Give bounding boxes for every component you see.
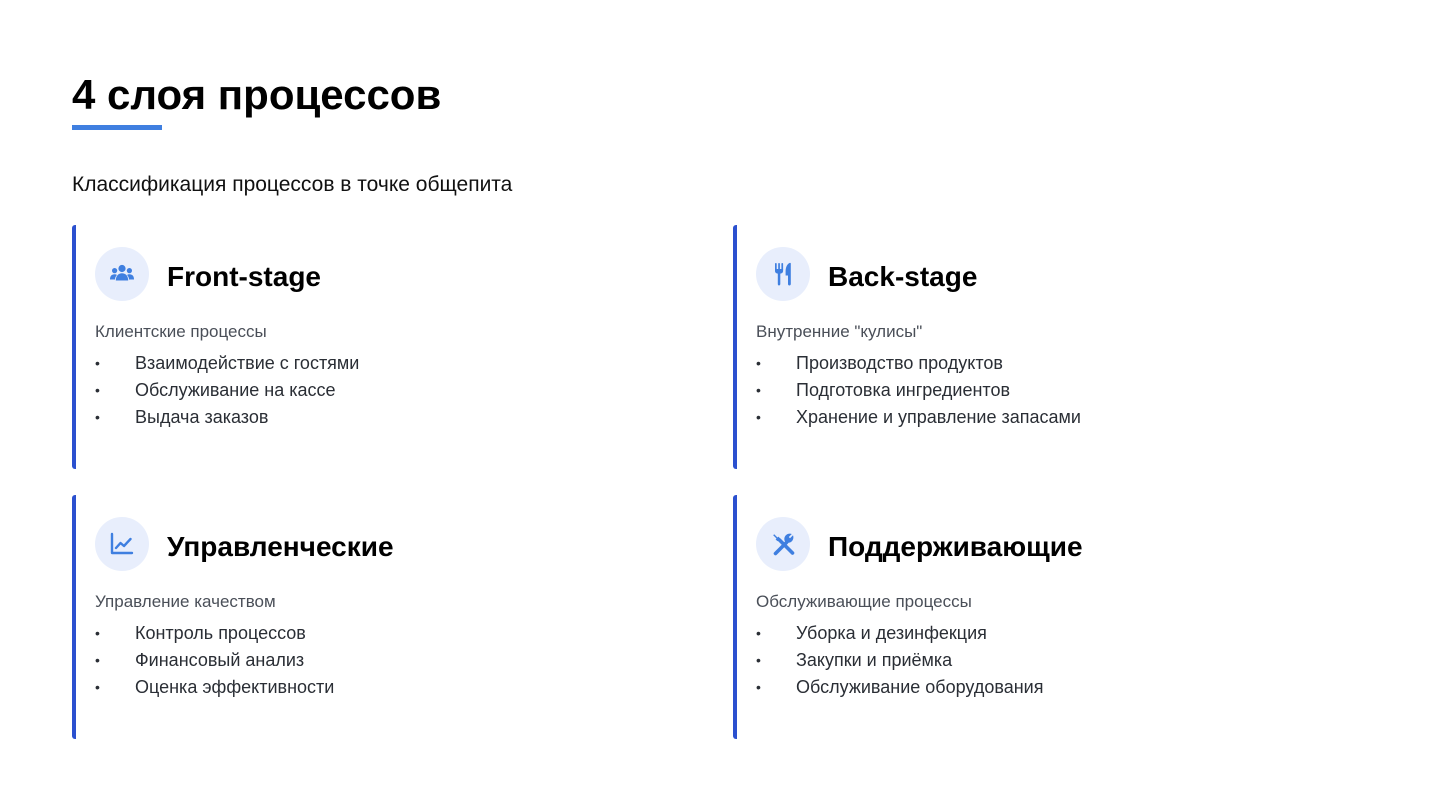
bullet: • [756, 679, 761, 695]
card-support [733, 495, 1333, 739]
list-item-text: Обслуживание оборудования [796, 677, 1044, 697]
list-item-text: Хранение и управление запасами [796, 407, 1081, 427]
card-subtitle: Обслуживающие процессы [756, 592, 972, 611]
bullet: • [756, 625, 761, 641]
list-item-text: Финансовый анализ [135, 650, 305, 670]
bullet: • [95, 652, 100, 668]
bullet: • [756, 382, 761, 398]
card-front-stage [72, 225, 672, 469]
list-item-text: Уборка и дезинфекция [796, 623, 987, 643]
bullet: • [756, 652, 761, 668]
bullet: • [756, 409, 761, 425]
card-title: Front-stage [167, 261, 321, 292]
list-item-text: Контроль процессов [135, 623, 306, 643]
card-subtitle: Клиентские процессы [95, 322, 267, 341]
line-chart-icon [95, 517, 149, 571]
card-management [72, 495, 672, 739]
slide-title: 4 слоя процессов [72, 71, 442, 118]
bullet: • [756, 355, 761, 371]
list-item-text: Обслуживание на кассе [135, 380, 336, 400]
list-item-text: Подготовка ингредиентов [796, 380, 1011, 400]
utensils-icon [756, 247, 810, 301]
card-subtitle: Внутренние "кулисы" [756, 322, 923, 341]
card-title: Поддерживающие [828, 531, 1083, 562]
card-subtitle: Управление качеством [95, 592, 276, 611]
bullet: • [95, 679, 100, 695]
list-item-text: Взаимодействие с гостями [135, 353, 360, 373]
title-underline [72, 125, 162, 130]
card-title: Управленческие [167, 531, 394, 562]
bullet: • [95, 355, 100, 371]
list-item-text: Оценка эффективности [135, 677, 335, 697]
bullet: • [95, 382, 100, 398]
list-item-text: Выдача заказов [135, 407, 269, 427]
tools-icon [756, 517, 810, 571]
slide-subtitle: Классификация процессов в точке общепита [72, 173, 513, 196]
list-item-text: Производство продуктов [796, 353, 1003, 373]
card-title: Back-stage [828, 261, 978, 292]
bullet: • [95, 409, 100, 425]
card-back-stage [733, 225, 1333, 469]
users-icon [95, 247, 149, 301]
list-item-text: Закупки и приёмка [796, 650, 953, 670]
bullet: • [95, 625, 100, 641]
